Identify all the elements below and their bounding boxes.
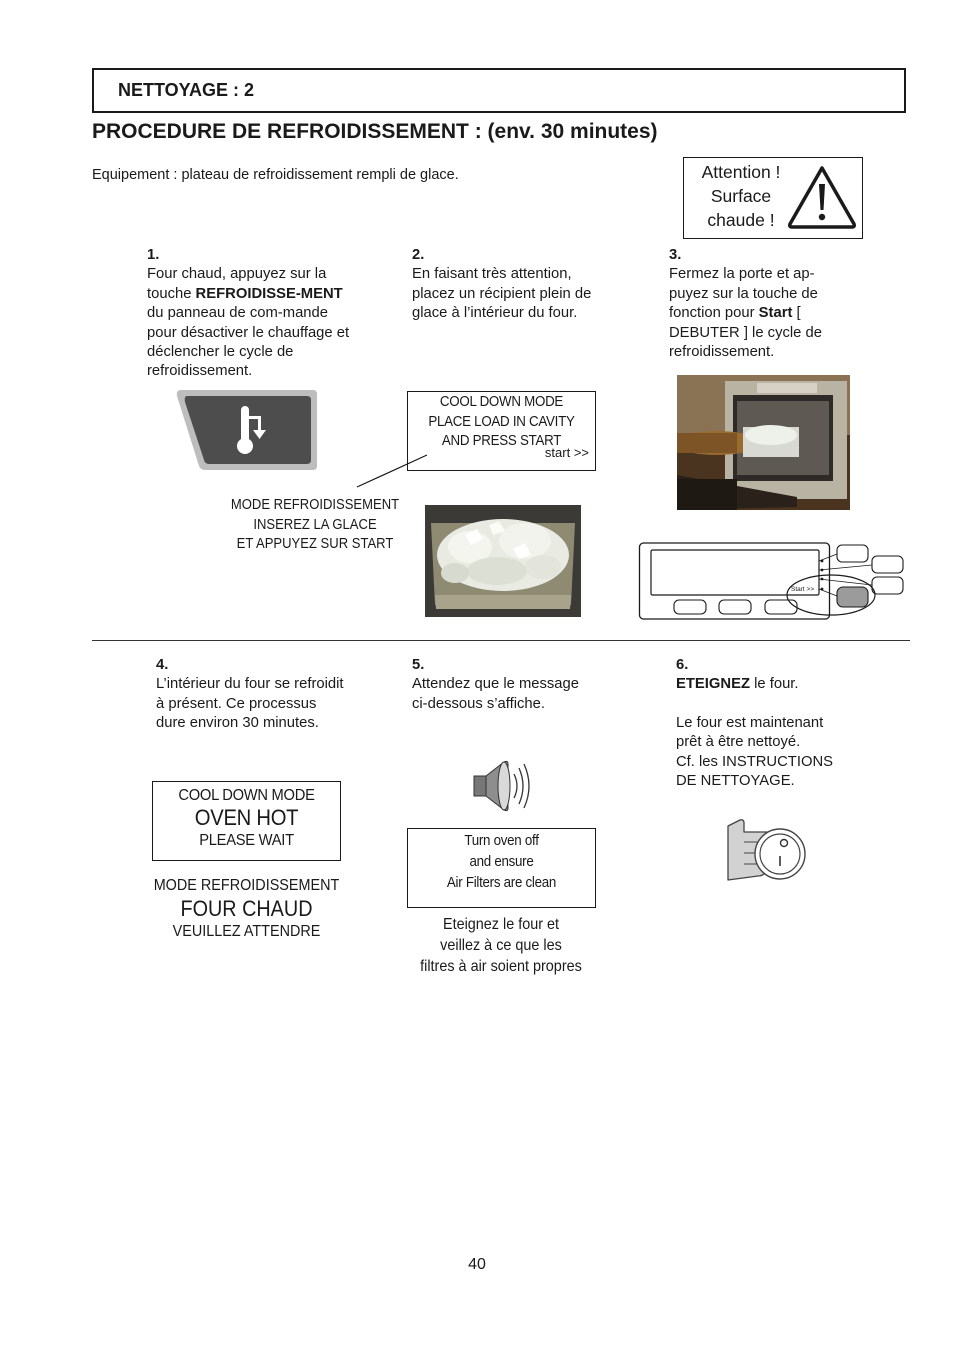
step-1 — [147, 246, 357, 382]
step-3 — [669, 246, 854, 362]
step-text: du panneau de com-mande pour désactiver le chauffage et déclencher le cycle de refroidissement. — [147, 305, 350, 380]
equipment-note: Equipement : plateau de refroidissement rempli de glace. — [92, 167, 459, 183]
warning-box — [683, 157, 863, 239]
step-text: En faisant très attention, placez un récipient plein de glace à l’intérieur du four. — [412, 266, 592, 322]
step-number: 6. — [676, 657, 689, 673]
display-caption-fr — [215, 496, 415, 555]
caption-line: veillez à ce que les — [440, 937, 562, 954]
page-number: 40 — [468, 1256, 486, 1273]
step-number: 2. — [412, 247, 425, 263]
step-text: prêt à être nettoyé. — [676, 734, 801, 751]
display-line-large: OVEN HOT — [194, 805, 299, 830]
warning-line: Attention ! — [701, 162, 781, 182]
oven-loading-photo — [677, 375, 850, 510]
step-text-bold: Start — [758, 305, 793, 322]
caption-line: MODE REFROIDISSEMENT — [153, 877, 340, 894]
step-text: Four chaud, appuyez sur la touche — [147, 266, 327, 302]
warning-line: Surface — [710, 186, 772, 206]
section-title: NETTOYAGE : 2 — [118, 80, 255, 100]
step-text: Fermez la porte et ap-puyez sur la touche de fonction pour — [669, 266, 818, 322]
step-number: 4. — [156, 657, 169, 673]
caption-line-large: FOUR CHAUD — [180, 896, 313, 921]
warning-text — [688, 160, 794, 232]
leader-line — [355, 452, 435, 492]
display-line: COOL DOWN MODE — [178, 787, 315, 804]
caption-line: filtres à air soient propres — [420, 958, 582, 975]
display-turn-off — [407, 828, 596, 908]
display-line: Turn oven off — [464, 833, 539, 849]
display-caption-fr — [137, 876, 356, 941]
ice-tray-image — [425, 505, 581, 617]
step-text: Cf. les INSTRUCTIONS — [676, 753, 834, 770]
display-softkey-label: start >> — [544, 445, 589, 460]
step-number: 3. — [669, 247, 682, 263]
warning-triangle-icon — [786, 164, 858, 230]
step-text: L’intérieur du four se refroidit à présent. Ce processus dure environ 30 minutes. — [156, 676, 344, 732]
power-switch-hand-icon — [722, 818, 808, 884]
display-oven-hot — [152, 781, 341, 861]
section-divider — [92, 640, 910, 641]
step-number: 1. — [147, 247, 160, 263]
step-text-bold: ETEIGNEZ — [676, 676, 750, 693]
caption-line: ET APPUYEZ SUR START — [236, 536, 394, 552]
display-line: Air Filters are clean — [446, 875, 557, 891]
display-line: COOL DOWN MODE — [439, 394, 564, 410]
panel-softkey-label: Start >> — [791, 586, 815, 593]
display-caption-fr — [396, 914, 606, 977]
section-header-box — [92, 68, 906, 113]
step-text: [ DEBUTER ] le cycle de refroidissement. — [669, 305, 822, 361]
step-number: 5. — [412, 657, 425, 673]
step-6 — [676, 656, 876, 791]
step-text: le four. — [750, 676, 799, 693]
display-cooldown-start — [407, 391, 596, 471]
caption-line: INSEREZ LA GLACE — [253, 516, 377, 533]
step-2 — [412, 246, 592, 324]
caption-line: MODE REFROIDISSEMENT — [230, 497, 400, 513]
display-line: PLEASE WAIT — [199, 832, 294, 849]
control-panel-diagram — [638, 540, 906, 622]
caption-line: Eteignez le four et — [442, 916, 560, 933]
step-text: Attendez que le message ci-dessous s’affiche. — [412, 676, 579, 712]
step-text-bold: REFROIDISSE-MENT — [195, 285, 343, 302]
step-text: DE NETTOYAGE. — [676, 773, 795, 790]
step-5 — [412, 656, 582, 714]
page-title: PROCEDURE DE REFROIDISSEMENT : (env. 30 minutes) — [92, 120, 658, 143]
thermometer-down-icon — [175, 386, 321, 474]
caption-line: VEUILLEZ ATTENDRE — [172, 923, 321, 940]
warning-line: chaude ! — [707, 210, 775, 230]
display-line: PLACE LOAD IN CAVITY — [428, 413, 575, 430]
step-text: Le four est maintenant — [676, 714, 824, 731]
step-4 — [156, 656, 346, 734]
speaker-icon — [472, 758, 534, 814]
display-line: and ensure — [469, 854, 534, 870]
display-line: AND PRESS START — [441, 433, 562, 449]
